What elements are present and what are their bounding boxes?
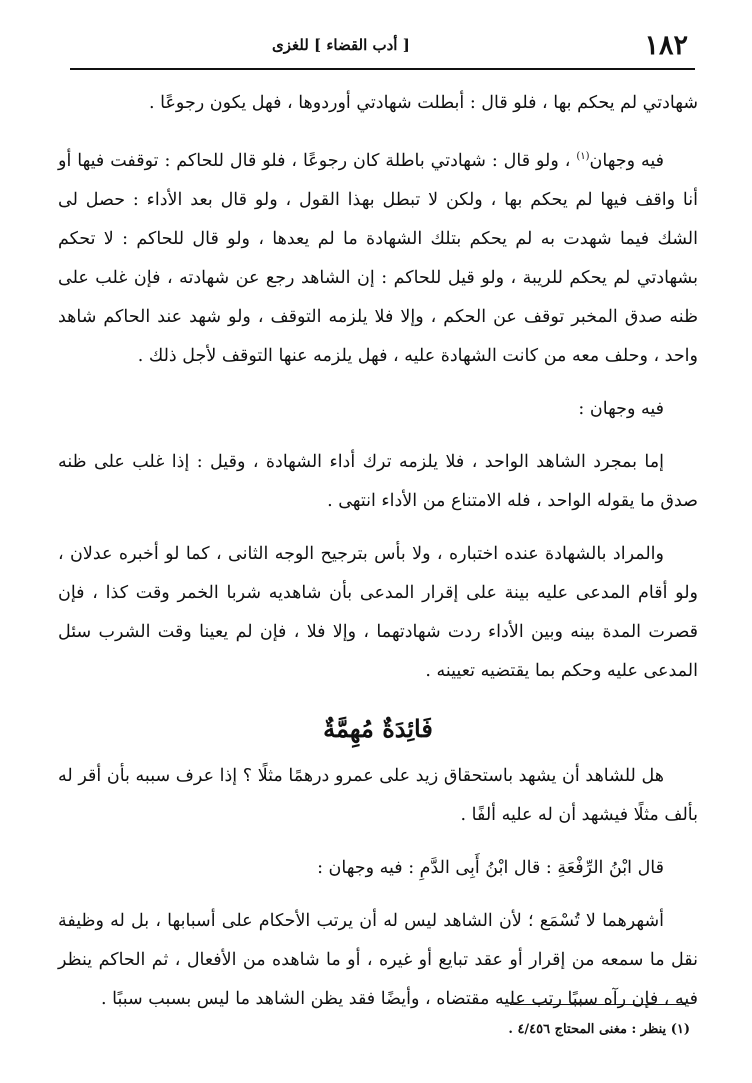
section-heading: فَائِدَةٌ مُهِمَّةٌ [323,713,433,743]
paragraph-1: شهادتي لم يحكم بها ، فلو قال : أبطلت شهادتي أوردوها ، فهل يكون رجوعًا . [149,93,698,113]
page-body [58,84,698,1019]
footnote: (١) ينظر : مغنى المحتاج ٤/٤٥٦ . [508,1022,690,1037]
header-rule [70,68,695,70]
paragraph-6: هل للشاهد أن يشهد باستحقاق زيد على عمرو درهمًا مثلًا ؟ إذا عرف سببه بأن أقر له بألف مثلًا فيشهد أن له عليه ألفًا . [58,765,698,825]
paragraph-7: قال ابْنُ الرِّفْعَةِ : قال ابْنُ أَبِى الدَّمِ : فيه وجهان : [317,857,664,878]
paragraph-8: أشهرهما لا تُسْمَع ؛ لأن الشاهد ليس له أن يرتب الأحكام على أسبابها ، بل له وظيفة نقل ما سمعه من إقرار أو عقد تبايع أو غيره ، أو ما شاهده من الأفعال ، ثم الحاكم ينظر فيه ، فإن رآه سببًا رتب عليه مقتضاه ، وأيضًا فقد يظن الشاهد ما ليس بسبب سببًا . [58,910,698,1009]
paragraph-2-rest: ، ولو قال : شهادتي باطلة كان رجوعًا ، فلو قال للحاكم : توقفت فيها أو أنا واقف فيها لم يحكم بها ، ولكن لا تبطل بهذا القول ، ولو قال بعد الأداء : حصل لى الشك فيما شهدت به لم يحكم بتلك الشهادة ما لم يعدها ، ولو قال للحاكم : لا تحكم بشهادتي لم يحكم للريبة ، ولو قيل للحاكم : إن الشاهد رجع عن شهادته ، فإن غلب على ظنه صدق المخبر توقف عن الحكم ، وإلا فلا يلزمه التوقف ، ولو شهد عند الحاكم شاهد واحد ، وحلف معه من كانت الشهادة عليه ، فهل يلزمه عنها التوقف لأجل ذلك . [58,150,698,366]
footnote-rule [510,1004,686,1005]
paragraph-5: والمراد بالشهادة عنده اختباره ، ولا بأس بترجيح الوجه الثانى ، كما لو أخبره عدلان ، ولو أقام المدعى عليه بينة على إقرار المدعى بأن شاهديه شربا الخمر وقت كذا ، فإن قصرت المدة بينه وبين الأداء ردت شهادتهما ، وإلا فلا ، فإن لم يعينا وقت الشرب سئل المدعى عليه وحكم بما يقتضيه تعيينه . [58,543,698,681]
footnote-reference[interactable]: (١) [576,151,590,162]
paragraph-3: فيه وجهان : [578,398,664,419]
page-header [62,26,692,66]
paragraph-4: إما بمجرد الشاهد الواحد ، فلا يلزمه ترك أداء الشهادة ، وقيل : إذا غلب على ظنه صدق ما يقوله الواحد ، فله الامتناع من الأداء انتهى . [58,451,698,511]
running-title: [ أدب القضاء ] للغزى [272,36,410,54]
page-number: ١٨٢ [644,30,688,61]
paragraph-2-start: فيه وجهان [589,150,664,171]
paragraph-2 [58,137,698,376]
